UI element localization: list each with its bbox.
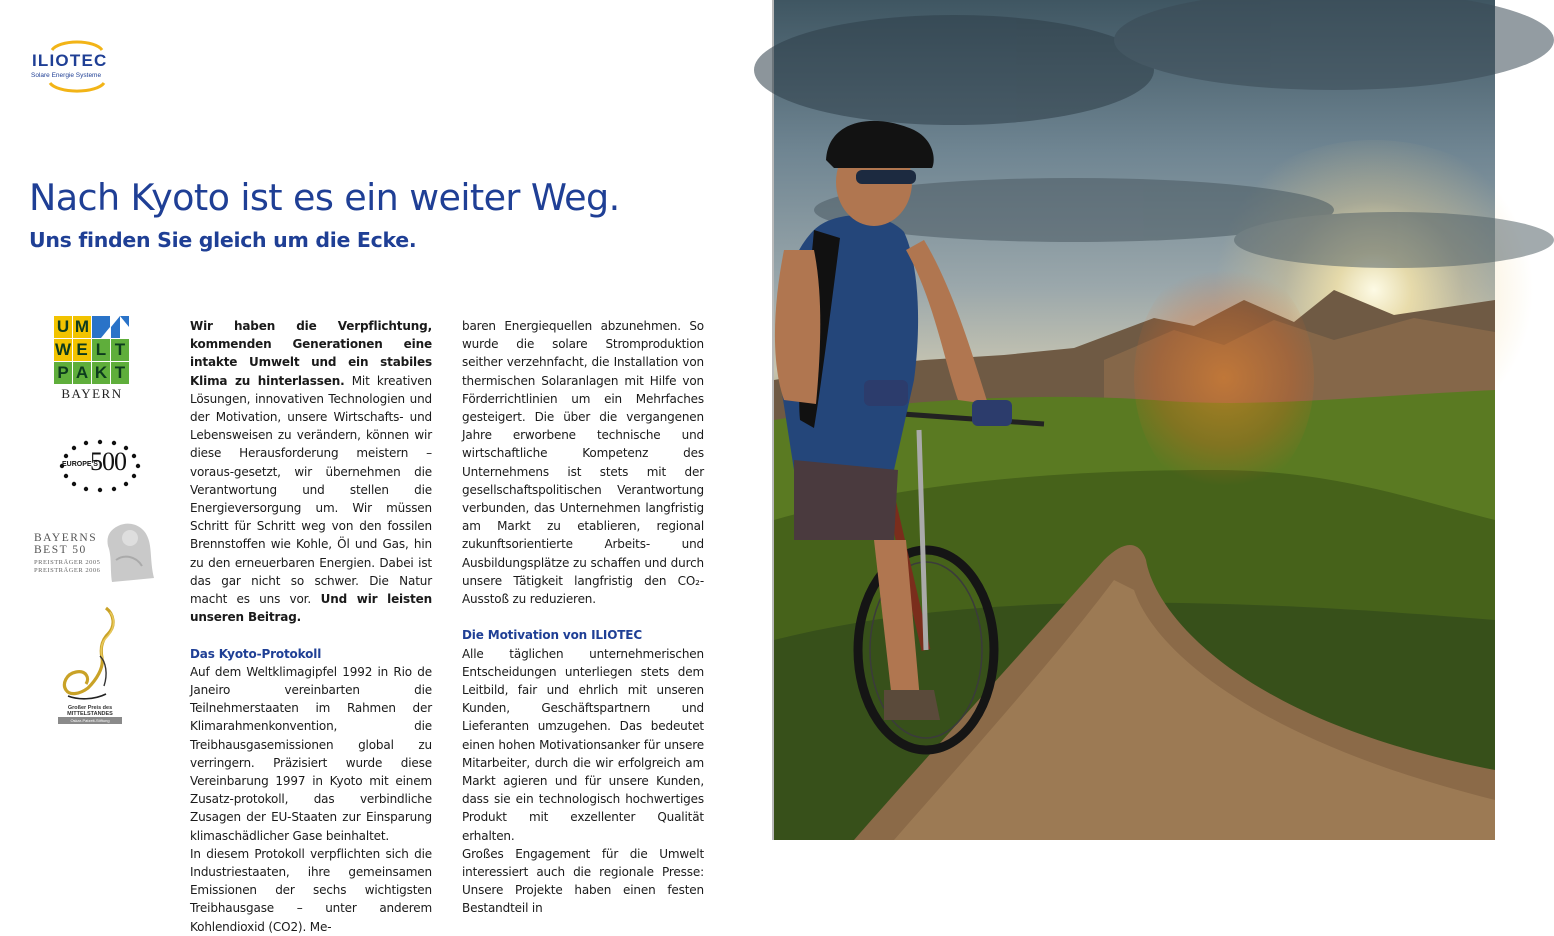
- bavaria-lozenge-icon: [111, 316, 129, 338]
- bayerns-best-50-logo: [32, 520, 154, 584]
- umwelt-cell: T: [111, 339, 129, 361]
- logo-tagline: Solare Energie Systeme: [31, 72, 102, 79]
- umwelt-cell: W: [54, 340, 72, 359]
- logo-wordmark: ILIOTEC: [32, 51, 108, 70]
- kyoto-heading: Das Kyoto-Protokoll: [190, 646, 322, 661]
- best-line2: BEST 50: [34, 544, 87, 556]
- grosser-preis-logo: [60, 604, 120, 728]
- umwelt-region: BAYERN: [61, 386, 123, 401]
- best-line1: BAYERNS: [34, 532, 98, 544]
- brochure-left-page: [0, 0, 772, 934]
- umwelt-cell: P: [54, 362, 72, 384]
- umwelt-cell: E: [73, 339, 91, 361]
- europe-500-logo: [52, 436, 148, 494]
- europe-500-number: 500: [90, 447, 126, 476]
- umwelt-cell: U: [54, 316, 72, 338]
- umwelt-cell: T: [111, 362, 129, 384]
- best-line3: PREISTRÄGER 2005: [34, 559, 101, 566]
- bavaria-lozenge-icon: [92, 316, 110, 338]
- intro-body: Mit kreativen Lösungen, innovativen Technologien und der Motivation, unsere Wirtschafts- und Lebensweisen zu verändern, können wir diese Herausforderung meistern – voraus-gesetzt, wir übernehmen die Verantwortung und stellen die Energieversorgung um. Wir müssen Schritt für Schritt weg von den fossilen Brennstoffen wie Kohle, Öl und Gas, hin zu den erneuerbaren Energien. Dabei ist das gar nicht so schwer. Die Natur macht es uns vor.: [190, 373, 432, 607]
- continued-paragraph: baren Energiequellen abzunehmen. So wurde die solare Stromproduktion seither verzehnfacht, die Installation von thermischen Solaranlagen mit Hilfe von Förderrichtlinien um ein Mehrfaches gesteigert. Die über die vergangenen Jahre erworbene technische und wirtschaftliche Kompetenz des Unternehmens ist stets mit der gesellschaftspolitischen Verantwortung verbunden, das Unternehmen langfristig am Markt zu etablieren, regional zukunftsorientierte Arbeits- und Ausbildungsplätze zu schaffen und durch unsere Tätigkeit langfristig den CO₂-Ausstoß zu reduzieren.: [462, 319, 704, 607]
- intro-paragraph: [190, 317, 432, 626]
- page-subheadline: Uns finden Sie gleich um die Ecke.: [29, 228, 417, 252]
- europe-500-prefix: EUROPE'S: [62, 461, 98, 468]
- umwelt-cell: M: [74, 317, 90, 336]
- umwelt-cell: K: [92, 362, 110, 384]
- kyoto-paragraph: Auf dem Weltklimagipfel 1992 in Rio de Janeiro vereinbarten die Teilnehmerstaaten im Rahmen der Klimarahmenkonvention, die Treibhausgasemissionen global zu verringern. Präzisiert wurde diese Vereinbarung 1997 in Kyoto mit einem Zusatz-protokoll, das verbindliche Zusagen der EU-Staaten zur Einsparung klimaschädlicher Gase beinhaltet.: [190, 664, 432, 843]
- kyoto-paragraph-2: In diesem Protokoll verpflichten sich die Industriestaaten, ihre gemeinsamen Emissionen der sechs wichtigsten Treibhausgase – unter anderem Kohlendioxid (CO2). Me-: [190, 846, 432, 934]
- page-headline: Nach Kyoto ist es ein weiter Weg.: [29, 176, 620, 219]
- golden-trophy-icon: [60, 604, 120, 704]
- intro-bold: Wir haben die Verpflichtung, kommenden Generationen eine intakte Umwelt und ein stabiles Klima zu hinterlassen.: [190, 319, 432, 388]
- umwelt-cell: A: [73, 362, 91, 384]
- motivation-paragraph: Alle täglichen unternehmerischen Entscheidungen unterliegen stets dem Leitbild, fair und ehrlich mit unseren Kunden, Geschäftspartnern und Lieferanten umzugehen. Das bedeutet einen hohen Motivationsanker für unsere Mitarbeiter, durch die wir erfolgreich am Markt agieren und für unsere Kunden, dass sie ein technologisch hochwertiges Produkt mit exzellenter Qualität erhalten.: [462, 646, 704, 843]
- umwelt-cell: L: [92, 339, 110, 361]
- grosser-preis-foundation: Oskar-Patzelt-Stiftung: [58, 717, 122, 724]
- cyclist-figure-icon: [774, 0, 1495, 840]
- text-column-right: [462, 317, 704, 918]
- motivation-paragraph-2: Großes Engagement für die Umwelt interessiert auch die regionale Presse: Unsere Projekte haben einen festen Bestandteil in: [462, 846, 704, 916]
- text-column-left: [190, 317, 432, 936]
- grosser-preis-caption: Großer Preis des MITTELSTANDES: [67, 705, 113, 717]
- best-line4: PREISTRÄGER 2006: [34, 567, 101, 574]
- iliotec-logo: [28, 38, 126, 94]
- cyclist-landscape-photo: [774, 0, 1495, 840]
- intro-closing: Und wir leisten unseren Beitrag.: [190, 592, 432, 625]
- motivation-heading: Die Motivation von ILIOTEC: [462, 628, 643, 643]
- umweltpakt-bayern-logo: [54, 316, 134, 404]
